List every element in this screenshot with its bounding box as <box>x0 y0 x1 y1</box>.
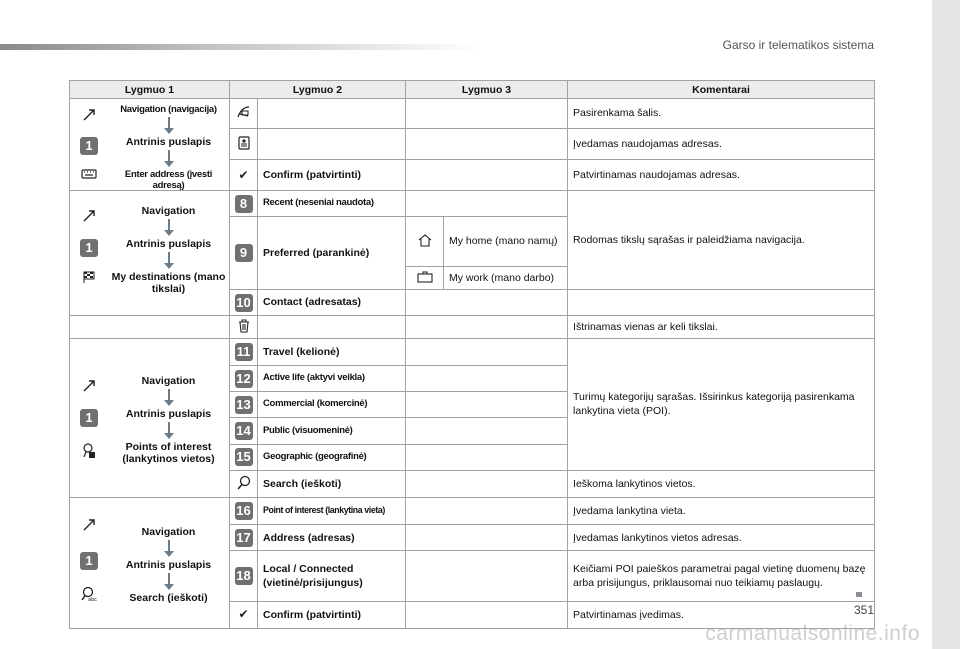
level3-cell <box>406 525 568 551</box>
column-header: Lygmuo 3 <box>406 81 568 99</box>
header-gradient-bar <box>0 44 480 50</box>
level3-cell <box>406 444 568 470</box>
level1-label: Antrinis puslapis <box>125 238 212 250</box>
table-row <box>70 191 875 217</box>
address-card-icon <box>230 129 258 160</box>
level1-label: Antrinis puslapis <box>125 559 212 571</box>
navigation-arrow-icon <box>70 518 108 535</box>
level2-cell: Address (adresas) <box>258 525 406 551</box>
level2-cell: Local / Connected (vietinė/prisijungus) <box>258 551 406 601</box>
watermark: carmanualsonline.info <box>705 622 920 645</box>
badge-11: 11 <box>235 343 253 361</box>
level2-cell: Geographic (geografinė) <box>258 444 406 470</box>
arrow-down-icon <box>168 389 170 401</box>
level1-cell <box>70 191 230 316</box>
level1-cell <box>70 99 230 191</box>
level1-label: Search (ieškoti) <box>129 592 208 604</box>
level2-cell: Travel (kelionė) <box>258 339 406 366</box>
badge-8: 8 <box>235 195 253 213</box>
badge-10: 10 <box>236 294 251 310</box>
arrow-down-icon <box>168 540 170 552</box>
level1-badge: 1 <box>80 552 98 570</box>
navigation-arrow-icon <box>70 209 108 226</box>
level2-cell: Preferred (parankinė) <box>258 217 406 290</box>
level1-label: Navigation (navigacija) <box>120 103 217 115</box>
table-row <box>70 99 875 129</box>
country-icon <box>230 99 258 129</box>
level3-cell <box>406 316 568 339</box>
level2-cell <box>258 129 406 160</box>
level2-cell: Active life (aktyvi veikla) <box>258 366 406 392</box>
checkered-flag-icon <box>70 271 108 286</box>
badge-16: 16 <box>236 503 251 519</box>
comment-cell <box>568 290 875 316</box>
level1-badge: 1 <box>80 137 98 155</box>
comment-cell: Ieškoma lankytinos vietos. <box>568 470 875 497</box>
keyboard-icon <box>70 168 108 183</box>
level3-cell <box>406 129 568 160</box>
level2-cell: Search (ieškoti) <box>258 470 406 497</box>
level3-cell <box>406 160 568 191</box>
table-row <box>70 339 875 366</box>
arrow-down-icon <box>168 573 170 585</box>
level3-cell <box>406 470 568 497</box>
arrow-down-icon <box>168 422 170 434</box>
level1-label: Navigation <box>141 526 196 538</box>
column-header: Komentarai <box>568 81 875 99</box>
level3-cell <box>406 339 568 366</box>
level2-cell: Point of interest (lankytina vieta) <box>258 498 406 525</box>
level1-label: My destinations (mano tikslai) <box>111 271 226 295</box>
arrow-down-icon <box>168 252 170 264</box>
level2-cell <box>258 99 406 129</box>
level3-cell <box>406 191 568 217</box>
level3-cell <box>406 366 568 392</box>
level3-cell <box>406 392 568 418</box>
comment-cell: Keičiami POI paieškos parametrai pagal vietinę duomenų bazę arba prisijungus, priklausomai nuo teikiamų paslaugų. <box>568 551 875 601</box>
level1-label: Points of interest (lankytinos vietos) <box>122 441 215 465</box>
level1-label: Antrinis puslapis <box>125 135 212 148</box>
badge-9: 9 <box>235 244 253 262</box>
column-header: Lygmuo 2 <box>230 81 406 99</box>
level2-cell <box>258 316 406 339</box>
level1-badge: 1 <box>80 239 98 257</box>
table-row <box>70 316 875 339</box>
level1-label: Antrinis puslapis <box>125 408 212 420</box>
level2-cell: Contact (adresatas) <box>258 290 406 316</box>
comment-cell: Įvedamas lankytinos vietos adresas. <box>568 525 875 551</box>
page-number: 351 <box>853 603 874 617</box>
page-margin-strip <box>932 0 960 649</box>
level3-cell <box>406 498 568 525</box>
level1-label: Navigation <box>141 375 196 387</box>
level1-cell <box>70 498 230 629</box>
search-icon <box>230 470 258 497</box>
briefcase-icon <box>406 267 444 290</box>
comment-cell: Patvirtinamas įvedimas. <box>568 601 875 628</box>
badge-12: 12 <box>236 370 251 386</box>
comment-cell: Rodomas tikslų sąrašas ir paleidžiama navigacija. <box>568 191 875 290</box>
comment-cell: Įvedama lankytina vieta. <box>568 498 875 525</box>
poi-person-icon <box>70 443 108 462</box>
level3-cell <box>406 99 568 129</box>
arrow-down-icon <box>168 117 170 129</box>
level2-cell: Confirm (patvirtinti) <box>258 601 406 628</box>
level3-cell <box>406 418 568 444</box>
svg-text:abc: abc <box>88 597 97 602</box>
checkmark-icon: ✔ <box>230 601 258 628</box>
menu-table <box>69 80 875 629</box>
trash-icon <box>230 316 258 339</box>
comment-cell: Įvedamas naudojamas adresas. <box>568 129 875 160</box>
comment-cell: Pasirenkama šalis. <box>568 99 875 129</box>
level3-cell <box>406 601 568 628</box>
level2-cell: Commercial (komercinė) <box>258 392 406 418</box>
arrow-down-icon <box>168 150 170 162</box>
level1-cell-continued <box>70 316 230 339</box>
table-row <box>70 498 875 525</box>
checkmark-icon: ✔ <box>230 160 258 191</box>
arrow-down-icon <box>168 219 170 231</box>
level2-cell: Public (visuomeninė) <box>258 418 406 444</box>
navigation-arrow-icon <box>70 108 108 125</box>
level1-badge: 1 <box>80 409 98 427</box>
home-icon <box>406 217 444 267</box>
badge-15: 15 <box>236 449 251 465</box>
badge-18: 18 <box>236 568 251 584</box>
comment-cell: Ištrinamas vienas ar keli tikslai. <box>568 316 875 339</box>
header-title: Garso ir telematikos sistema <box>722 38 874 52</box>
badge-17: 17 <box>236 529 251 545</box>
badge-14: 14 <box>236 423 251 439</box>
level2-cell: Confirm (patvirtinti) <box>258 160 406 191</box>
level2-cell: Recent (neseniai naudota) <box>258 191 406 217</box>
badge-13: 13 <box>236 396 251 412</box>
level3-cell <box>406 551 568 601</box>
level3-cell: My work (mano darbo) <box>444 267 568 290</box>
level3-cell: My home (mano namų) <box>444 217 568 267</box>
search-abc-icon <box>70 586 108 605</box>
level1-label: Navigation <box>141 205 196 217</box>
table-header-row <box>70 81 875 99</box>
level3-cell <box>406 290 568 316</box>
level1-cell <box>70 339 230 498</box>
comment-cell: Turimų kategorijų sąrašas. Išsirinkus kategoriją pasirenkama lankytina vieta (POI). <box>568 339 875 471</box>
column-header: Lygmuo 1 <box>70 81 230 99</box>
comment-cell: Patvirtinamas naudojamas adresas. <box>568 160 875 191</box>
navigation-arrow-icon <box>70 379 108 396</box>
level1-label: Enter address (įvesti adresą) <box>124 168 213 191</box>
